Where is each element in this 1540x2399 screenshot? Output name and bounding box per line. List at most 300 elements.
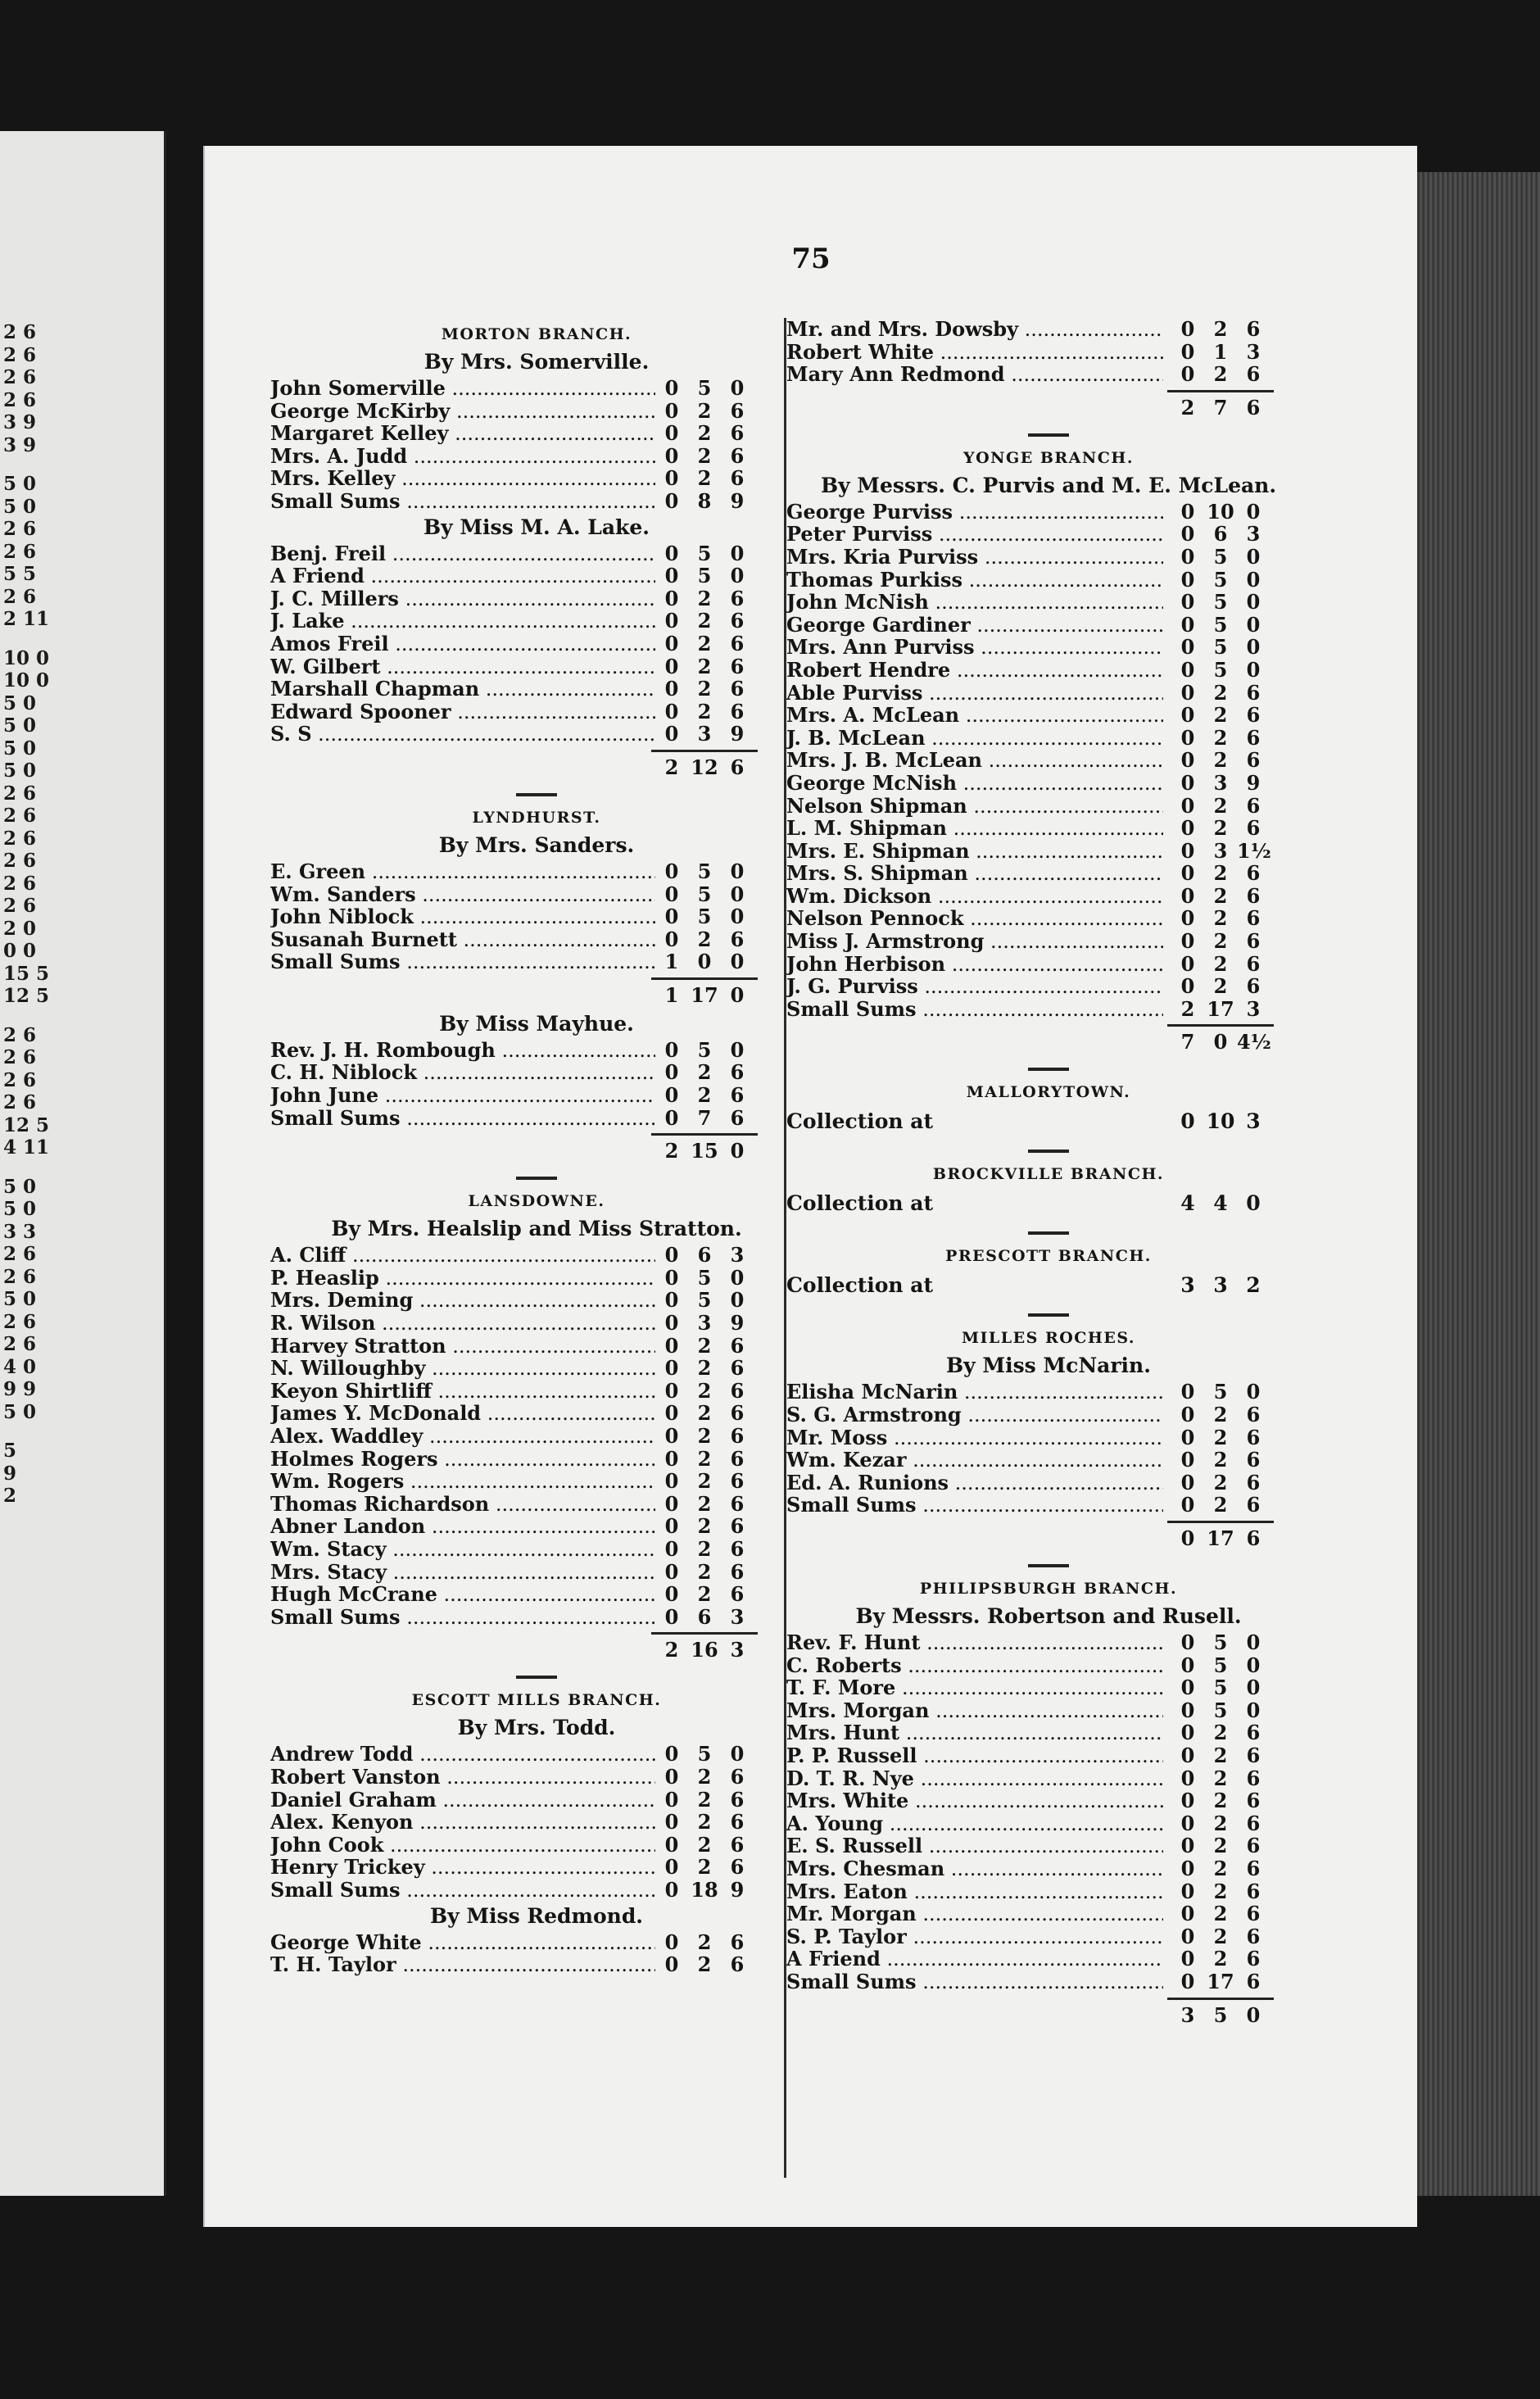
margin-fragment: 4 0 [3, 1355, 37, 1378]
contributor-name: John Niblock ..... [270, 905, 655, 929]
amount-pounds: 0 [1180, 838, 1195, 863]
contribution-row [270, 1267, 803, 1290]
amount-pence: 6 [1246, 1924, 1261, 1948]
contributor-name: J. Lake ..... [270, 610, 655, 633]
amount-pounds: 0 [1180, 1676, 1195, 1700]
amount-pounds: 0 [664, 421, 679, 446]
amount-pence: 3 [1246, 522, 1261, 546]
amount-shillings: 2 [1213, 362, 1228, 387]
contributor-name: Harvey Stratton ..... [270, 1335, 655, 1358]
contribution-row [270, 1856, 803, 1879]
amount-pounds: 0 [664, 1514, 679, 1539]
amount-pounds: 0 [1180, 1743, 1195, 1767]
amount-pence: 6 [730, 927, 745, 951]
contribution-row [270, 1448, 803, 1471]
contribution-row [786, 795, 1311, 818]
amount-pounds: 0 [1180, 1630, 1195, 1654]
amount-pence: 3 [730, 1243, 745, 1268]
amount-pence: 6 [730, 1060, 745, 1085]
contributor-name: P. P. Russell ..... [786, 1744, 1163, 1768]
amount-pounds: 0 [664, 443, 679, 468]
contribution-row [270, 1107, 803, 1130]
collection-pounds: 0 [1180, 1109, 1195, 1134]
amount-pounds: 0 [1180, 1493, 1195, 1517]
amount-shillings: 17 [1207, 996, 1234, 1021]
contributor-name: J. G. Purviss ..... [786, 975, 1163, 999]
contributor-name: Mrs. S. Shipman ..... [786, 862, 1163, 886]
amount-pence: 0 [1246, 567, 1261, 592]
collection-row [786, 1269, 1311, 1302]
amount-shillings: 5 [697, 905, 712, 929]
amount-shillings: 10 [1207, 499, 1234, 524]
contribution-row [270, 1493, 803, 1516]
total-pounds: 7 [1180, 1030, 1195, 1054]
margin-fragment: 9 [3, 1462, 17, 1485]
page-number: 75 [791, 243, 831, 275]
amount-shillings: 2 [697, 1787, 712, 1812]
amount-pence: 6 [1246, 680, 1261, 705]
contributor-name: Keyon Shirtliff ..... [270, 1380, 655, 1404]
amount-pence: 1½ [1237, 838, 1271, 863]
amount-shillings: 2 [1213, 974, 1228, 999]
amount-pounds: 0 [664, 1952, 679, 1977]
margin-fragment: 2 6 [3, 850, 37, 872]
contribution-row [786, 363, 1311, 386]
collection-pence: 2 [1246, 1273, 1261, 1298]
amount-shillings: 5 [697, 1037, 712, 1062]
amount-shillings: 0 [697, 950, 712, 974]
amount-pence: 6 [730, 443, 745, 468]
amount-pounds: 0 [664, 722, 679, 746]
amount-pounds: 0 [1180, 1924, 1195, 1948]
amount-pounds: 0 [1180, 974, 1195, 999]
margin-fragment: 2 6 [3, 1265, 37, 1288]
contributor-name: T. H. Taylor ..... [270, 1953, 655, 1977]
amount-pounds: 0 [1180, 544, 1195, 569]
collector-line: By Miss M. A. Lake. [424, 515, 650, 539]
amount-shillings: 1 [1213, 339, 1228, 364]
contribution-row [786, 1744, 1311, 1767]
contribution-row [786, 1857, 1311, 1880]
amount-shillings: 5 [1213, 635, 1228, 660]
amount-shillings: 2 [697, 1424, 712, 1448]
contributor-name: Susanah Burnett ..... [270, 928, 655, 952]
collector-line: By Mrs. Somerville. [424, 350, 650, 374]
contributor-name: Robert Vanston ..... [270, 1766, 655, 1789]
amount-shillings: 5 [1213, 657, 1228, 682]
contribution-row [786, 907, 1311, 930]
amount-pence: 9 [730, 488, 745, 513]
contributor-name: Mrs. White ..... [786, 1789, 1163, 1813]
amount-shillings: 2 [1213, 1879, 1228, 1903]
contributor-name: George Purviss ..... [786, 501, 1163, 524]
amount-pounds: 0 [664, 1060, 679, 1085]
contributor-name: Mrs. Morgan ..... [786, 1699, 1163, 1723]
amount-pence: 0 [1246, 590, 1261, 614]
amount-pence: 6 [730, 677, 745, 701]
amount-pounds: 0 [664, 564, 679, 588]
collector-line: By Miss McNarin. [946, 1354, 1151, 1378]
contributor-name: Peter Purviss ..... [786, 523, 1163, 546]
total-row [786, 1028, 1311, 1056]
contributor-name: Ed. A. Runions ..... [786, 1472, 1163, 1495]
margin-fragment: 2 6 [3, 366, 37, 388]
contributor-name: Small Sums ..... [270, 1879, 655, 1902]
amount-pounds: 0 [664, 1083, 679, 1108]
contribution-row [270, 950, 803, 973]
contributor-name: P. Heaslip ..... [270, 1267, 655, 1290]
total-row [270, 1137, 803, 1165]
section-heading: LYNDHURST. [472, 808, 601, 827]
total-pence: 4½ [1237, 1030, 1271, 1054]
amount-pounds: 0 [664, 1105, 679, 1130]
amount-pence: 6 [730, 1832, 745, 1857]
contributor-name: A Friend ..... [786, 1948, 1163, 1971]
contributor-name: Amos Freil ..... [270, 633, 655, 656]
total-shillings: 16 [691, 1638, 718, 1662]
amount-pence: 6 [1246, 974, 1261, 999]
margin-fragment: 2 6 [3, 518, 37, 540]
section-separator [1028, 1231, 1069, 1235]
amount-pounds: 0 [664, 398, 679, 423]
amount-pence: 6 [1246, 951, 1261, 976]
contributor-name: Mrs. Stacy ..... [270, 1561, 655, 1585]
amount-pence: 6 [1246, 1947, 1261, 1971]
amount-pounds: 0 [664, 1604, 679, 1629]
amount-pounds: 0 [664, 927, 679, 951]
contribution-row [270, 610, 803, 633]
contributor-name: Alex. Waddley ..... [270, 1425, 655, 1449]
amount-pounds: 0 [664, 1930, 679, 1954]
amount-shillings: 2 [697, 1083, 712, 1108]
amount-pence: 6 [730, 1491, 745, 1516]
amount-pounds: 0 [664, 1401, 679, 1426]
contributor-name: Thomas Purkiss ..... [786, 569, 1163, 592]
contributor-name: Robert Hendre ..... [786, 659, 1163, 683]
amount-shillings: 2 [1213, 1902, 1228, 1926]
contributor-name: Small Sums ..... [270, 1107, 655, 1131]
margin-fragment: 2 6 [3, 1023, 37, 1046]
contribution-row [786, 1676, 1311, 1699]
margin-fragment: 2 6 [3, 1091, 37, 1113]
amount-pence: 0 [1246, 1698, 1261, 1722]
contributor-name: Miss J. Armstrong ..... [786, 930, 1163, 954]
amount-pence: 0 [730, 376, 745, 400]
contribution-row [786, 1404, 1311, 1426]
contributor-name: A Friend ..... [270, 565, 655, 588]
collection-shillings: 10 [1206, 1109, 1235, 1134]
contribution-row [270, 1515, 803, 1538]
contributor-name: Small Sums ..... [270, 950, 655, 974]
amount-pounds: 0 [664, 1424, 679, 1448]
collection-shillings: 4 [1213, 1191, 1228, 1216]
contribution-row [270, 422, 803, 445]
amount-shillings: 2 [697, 1469, 712, 1494]
section-separator [516, 1676, 557, 1679]
amount-pounds: 0 [664, 1265, 679, 1290]
contribution-row [786, 1654, 1311, 1677]
contribution-row [270, 1380, 803, 1403]
amount-pounds: 0 [1180, 770, 1195, 795]
amount-shillings: 2 [697, 421, 712, 446]
contributor-name: Nelson Shipman ..... [786, 795, 1163, 819]
contribution-row [270, 1289, 803, 1312]
contributor-name: N. Willoughby ..... [270, 1357, 655, 1381]
contribution-row [786, 840, 1311, 863]
contributor-name: Benj. Freil ..... [270, 542, 655, 566]
total-rule [786, 1020, 1311, 1028]
contribution-row [270, 860, 803, 883]
amount-pounds: 0 [664, 1810, 679, 1834]
amount-pounds: 0 [664, 466, 679, 491]
section-heading: ESCOTT MILLS BRANCH. [411, 1691, 662, 1710]
contribution-row [270, 655, 803, 678]
contribution-row [786, 636, 1311, 659]
contributor-name: Henry Trickey ..... [270, 1856, 655, 1880]
margin-fragment: 2 6 [3, 321, 37, 343]
margin-fragment: 9 9 [3, 1378, 37, 1400]
amount-pence: 6 [730, 1469, 745, 1494]
amount-pounds: 0 [664, 1855, 679, 1880]
contributor-name: George McNish ..... [786, 772, 1163, 796]
total-shillings: 15 [691, 1139, 718, 1163]
contribution-row [786, 591, 1311, 614]
amount-pounds: 0 [664, 1243, 679, 1268]
amount-pence: 3 [1246, 996, 1261, 1021]
amount-pence: 0 [730, 1288, 745, 1313]
collection-shillings: 3 [1213, 1273, 1228, 1298]
collection-label: Collection at [786, 1109, 934, 1134]
amount-shillings: 2 [1213, 680, 1228, 705]
contribution-row [786, 1449, 1311, 1472]
amount-pounds: 0 [664, 631, 679, 655]
margin-fragment: 3 3 [3, 1220, 37, 1243]
contributor-name: Mrs. A. Judd ..... [270, 445, 655, 469]
amount-pence: 6 [730, 1401, 745, 1426]
amount-pence: 6 [1246, 1493, 1261, 1517]
amount-pounds: 0 [1180, 951, 1195, 976]
contributor-name: Robert White ..... [786, 341, 1163, 365]
margin-fragment: 12 5 [3, 1113, 50, 1136]
amount-shillings: 2 [1213, 861, 1228, 886]
amount-shillings: 2 [697, 586, 712, 610]
amount-pence: 6 [1246, 1403, 1261, 1427]
amount-pence: 6 [730, 586, 745, 610]
amount-pounds: 0 [664, 1469, 679, 1494]
contributor-name: George White ..... [270, 1931, 655, 1955]
contribution-row [786, 341, 1311, 364]
amount-shillings: 2 [697, 1378, 712, 1403]
amount-shillings: 2 [697, 1810, 712, 1834]
contribution-row [786, 817, 1311, 840]
amount-pence: 6 [730, 609, 745, 633]
margin-fragment: 5 0 [3, 760, 37, 782]
amount-pence: 6 [1246, 1834, 1261, 1858]
amount-pence: 0 [1246, 1653, 1261, 1677]
contributor-name: C. Roberts ..... [786, 1654, 1163, 1678]
contributor-name: W. Gilbert ..... [270, 655, 655, 679]
contributor-name: E. S. Russell ..... [786, 1834, 1163, 1858]
amount-shillings: 2 [697, 1855, 712, 1880]
contribution-row [786, 1812, 1311, 1835]
amount-pence: 6 [1246, 1743, 1261, 1767]
contribution-row [270, 1425, 803, 1448]
amount-pounds: 0 [1180, 1403, 1195, 1427]
contribution-row [270, 1583, 803, 1606]
total-rule [786, 1993, 1311, 2002]
section-heading: YONGE BRANCH. [963, 448, 1134, 467]
margin-fragment: 12 5 [3, 985, 50, 1007]
section-separator [516, 793, 557, 796]
amount-pounds: 0 [1180, 339, 1195, 364]
amount-pounds: 0 [664, 1787, 679, 1812]
section-heading: PRESCOTT BRANCH. [945, 1247, 1152, 1266]
contributor-name: Mrs. J. B. McLean ..... [786, 749, 1163, 773]
margin-fragment: 5 0 [3, 692, 37, 714]
contributor-name: A. Young ..... [786, 1812, 1163, 1836]
contributor-name: Thomas Richardson ..... [270, 1493, 655, 1517]
contribution-row [786, 614, 1311, 637]
contribution-row [270, 587, 803, 610]
total-pounds: 2 [664, 755, 679, 779]
amount-shillings: 2 [697, 1491, 712, 1516]
amount-pence: 6 [1246, 1470, 1261, 1494]
margin-fragment: 5 0 [3, 1288, 37, 1310]
contributor-name: T. F. More ..... [786, 1676, 1163, 1700]
amount-pounds: 0 [1180, 793, 1195, 818]
margin-fragment: 5 [3, 1440, 17, 1462]
contribution-row [270, 445, 803, 468]
amount-pence: 6 [730, 1446, 745, 1471]
contribution-row [786, 1631, 1311, 1654]
amount-shillings: 2 [1213, 1789, 1228, 1813]
contributor-name: R. Wilson ..... [270, 1312, 655, 1336]
contribution-row [786, 953, 1311, 976]
total-pounds: 2 [664, 1638, 679, 1662]
amount-pounds: 0 [1180, 1789, 1195, 1813]
margin-fragment: 3 9 [3, 411, 37, 433]
amount-pence: 6 [1246, 906, 1261, 931]
contribution-row [270, 905, 803, 928]
amount-pounds: 0 [664, 677, 679, 701]
amount-pounds: 0 [1180, 883, 1195, 908]
contributor-name: Mrs. Chesman ..... [786, 1857, 1163, 1881]
margin-fragment: 5 0 [3, 473, 37, 495]
contribution-row [270, 1606, 803, 1629]
amount-pounds: 0 [664, 1832, 679, 1857]
amount-shillings: 2 [1213, 793, 1228, 818]
amount-pence: 0 [1246, 1630, 1261, 1654]
amount-pounds: 0 [664, 859, 679, 883]
total-pence: 6 [1246, 1526, 1261, 1550]
contributor-name: Mrs. Kria Purviss ..... [786, 546, 1163, 569]
amount-shillings: 2 [697, 1559, 712, 1584]
amount-shillings: 2 [697, 1582, 712, 1607]
amount-pounds: 0 [1180, 1969, 1195, 1993]
amount-pounds: 0 [1180, 635, 1195, 660]
contribution-row [270, 1834, 803, 1857]
amount-pence: 3 [1246, 339, 1261, 364]
amount-pounds: 0 [664, 1311, 679, 1336]
amount-pounds: 0 [1180, 1653, 1195, 1677]
contribution-row [270, 467, 803, 490]
total-rule [786, 386, 1311, 394]
collector-line: By Mrs. Sanders. [438, 832, 635, 857]
margin-fragment: 2 [3, 1485, 17, 1507]
contribution-row [270, 883, 803, 906]
amount-shillings: 2 [697, 1401, 712, 1426]
contribution-row [786, 1880, 1311, 1903]
total-pence: 0 [1246, 2002, 1261, 2027]
amount-pence: 6 [1246, 703, 1261, 728]
amount-shillings: 7 [697, 1105, 712, 1130]
contribution-row [786, 1472, 1311, 1494]
amount-shillings: 2 [697, 1060, 712, 1085]
total-pounds: 0 [1180, 1526, 1195, 1550]
amount-shillings: 2 [1213, 951, 1228, 976]
amount-pounds: 0 [1180, 657, 1195, 682]
amount-pence: 6 [730, 1514, 745, 1539]
amount-pence: 6 [730, 1536, 745, 1561]
section-separator [1028, 1150, 1069, 1153]
margin-fragment: 5 0 [3, 737, 37, 760]
amount-pence: 6 [1246, 1879, 1261, 1903]
collection-pence: 0 [1246, 1191, 1261, 1216]
contribution-row [270, 1561, 803, 1584]
amount-shillings: 5 [697, 541, 712, 565]
contribution-row [786, 1925, 1311, 1948]
contribution-row [270, 1538, 803, 1561]
amount-shillings: 2 [697, 466, 712, 491]
contribution-row [270, 1879, 803, 1902]
contributor-name: Wm. Stacy ..... [270, 1538, 655, 1562]
amount-pence: 0 [730, 541, 745, 565]
amount-pounds: 0 [664, 654, 679, 678]
amount-pence: 6 [1246, 1969, 1261, 1993]
contributor-name: Daniel Graham ..... [270, 1789, 655, 1812]
amount-shillings: 2 [1213, 1425, 1228, 1449]
margin-fragment: 2 6 [3, 782, 37, 805]
amount-pounds: 0 [1180, 1380, 1195, 1404]
amount-pence: 6 [1246, 1448, 1261, 1472]
margin-fragment: 4 11 [3, 1136, 50, 1159]
amount-pounds: 0 [664, 541, 679, 565]
contributor-name: Elisha McNarin ..... [786, 1381, 1163, 1404]
contribution-row [270, 1766, 803, 1789]
amount-pence: 6 [730, 1787, 745, 1812]
margin-fragment: 2 6 [3, 1068, 37, 1091]
margin-fragment: 2 6 [3, 895, 37, 917]
section-separator [1028, 433, 1069, 437]
amount-shillings: 5 [1213, 1630, 1228, 1654]
amount-shillings: 2 [1213, 816, 1228, 841]
amount-pounds: 0 [1180, 1811, 1195, 1835]
amount-pounds: 0 [664, 1764, 679, 1789]
amount-pounds: 0 [1180, 362, 1195, 387]
contribution-row [270, 1743, 803, 1766]
amount-pence: 6 [1246, 317, 1261, 341]
amount-pence: 9 [730, 1311, 745, 1336]
contribution-row [786, 772, 1311, 795]
amount-pence: 0 [1246, 657, 1261, 682]
contribution-row [270, 678, 803, 701]
amount-pence: 0 [730, 1037, 745, 1062]
amount-pence: 6 [730, 421, 745, 446]
amount-shillings: 2 [1213, 748, 1228, 773]
section-heading: LANSDOWNE. [468, 1192, 605, 1211]
left-column [270, 318, 803, 1976]
contribution-row [270, 1953, 803, 1976]
